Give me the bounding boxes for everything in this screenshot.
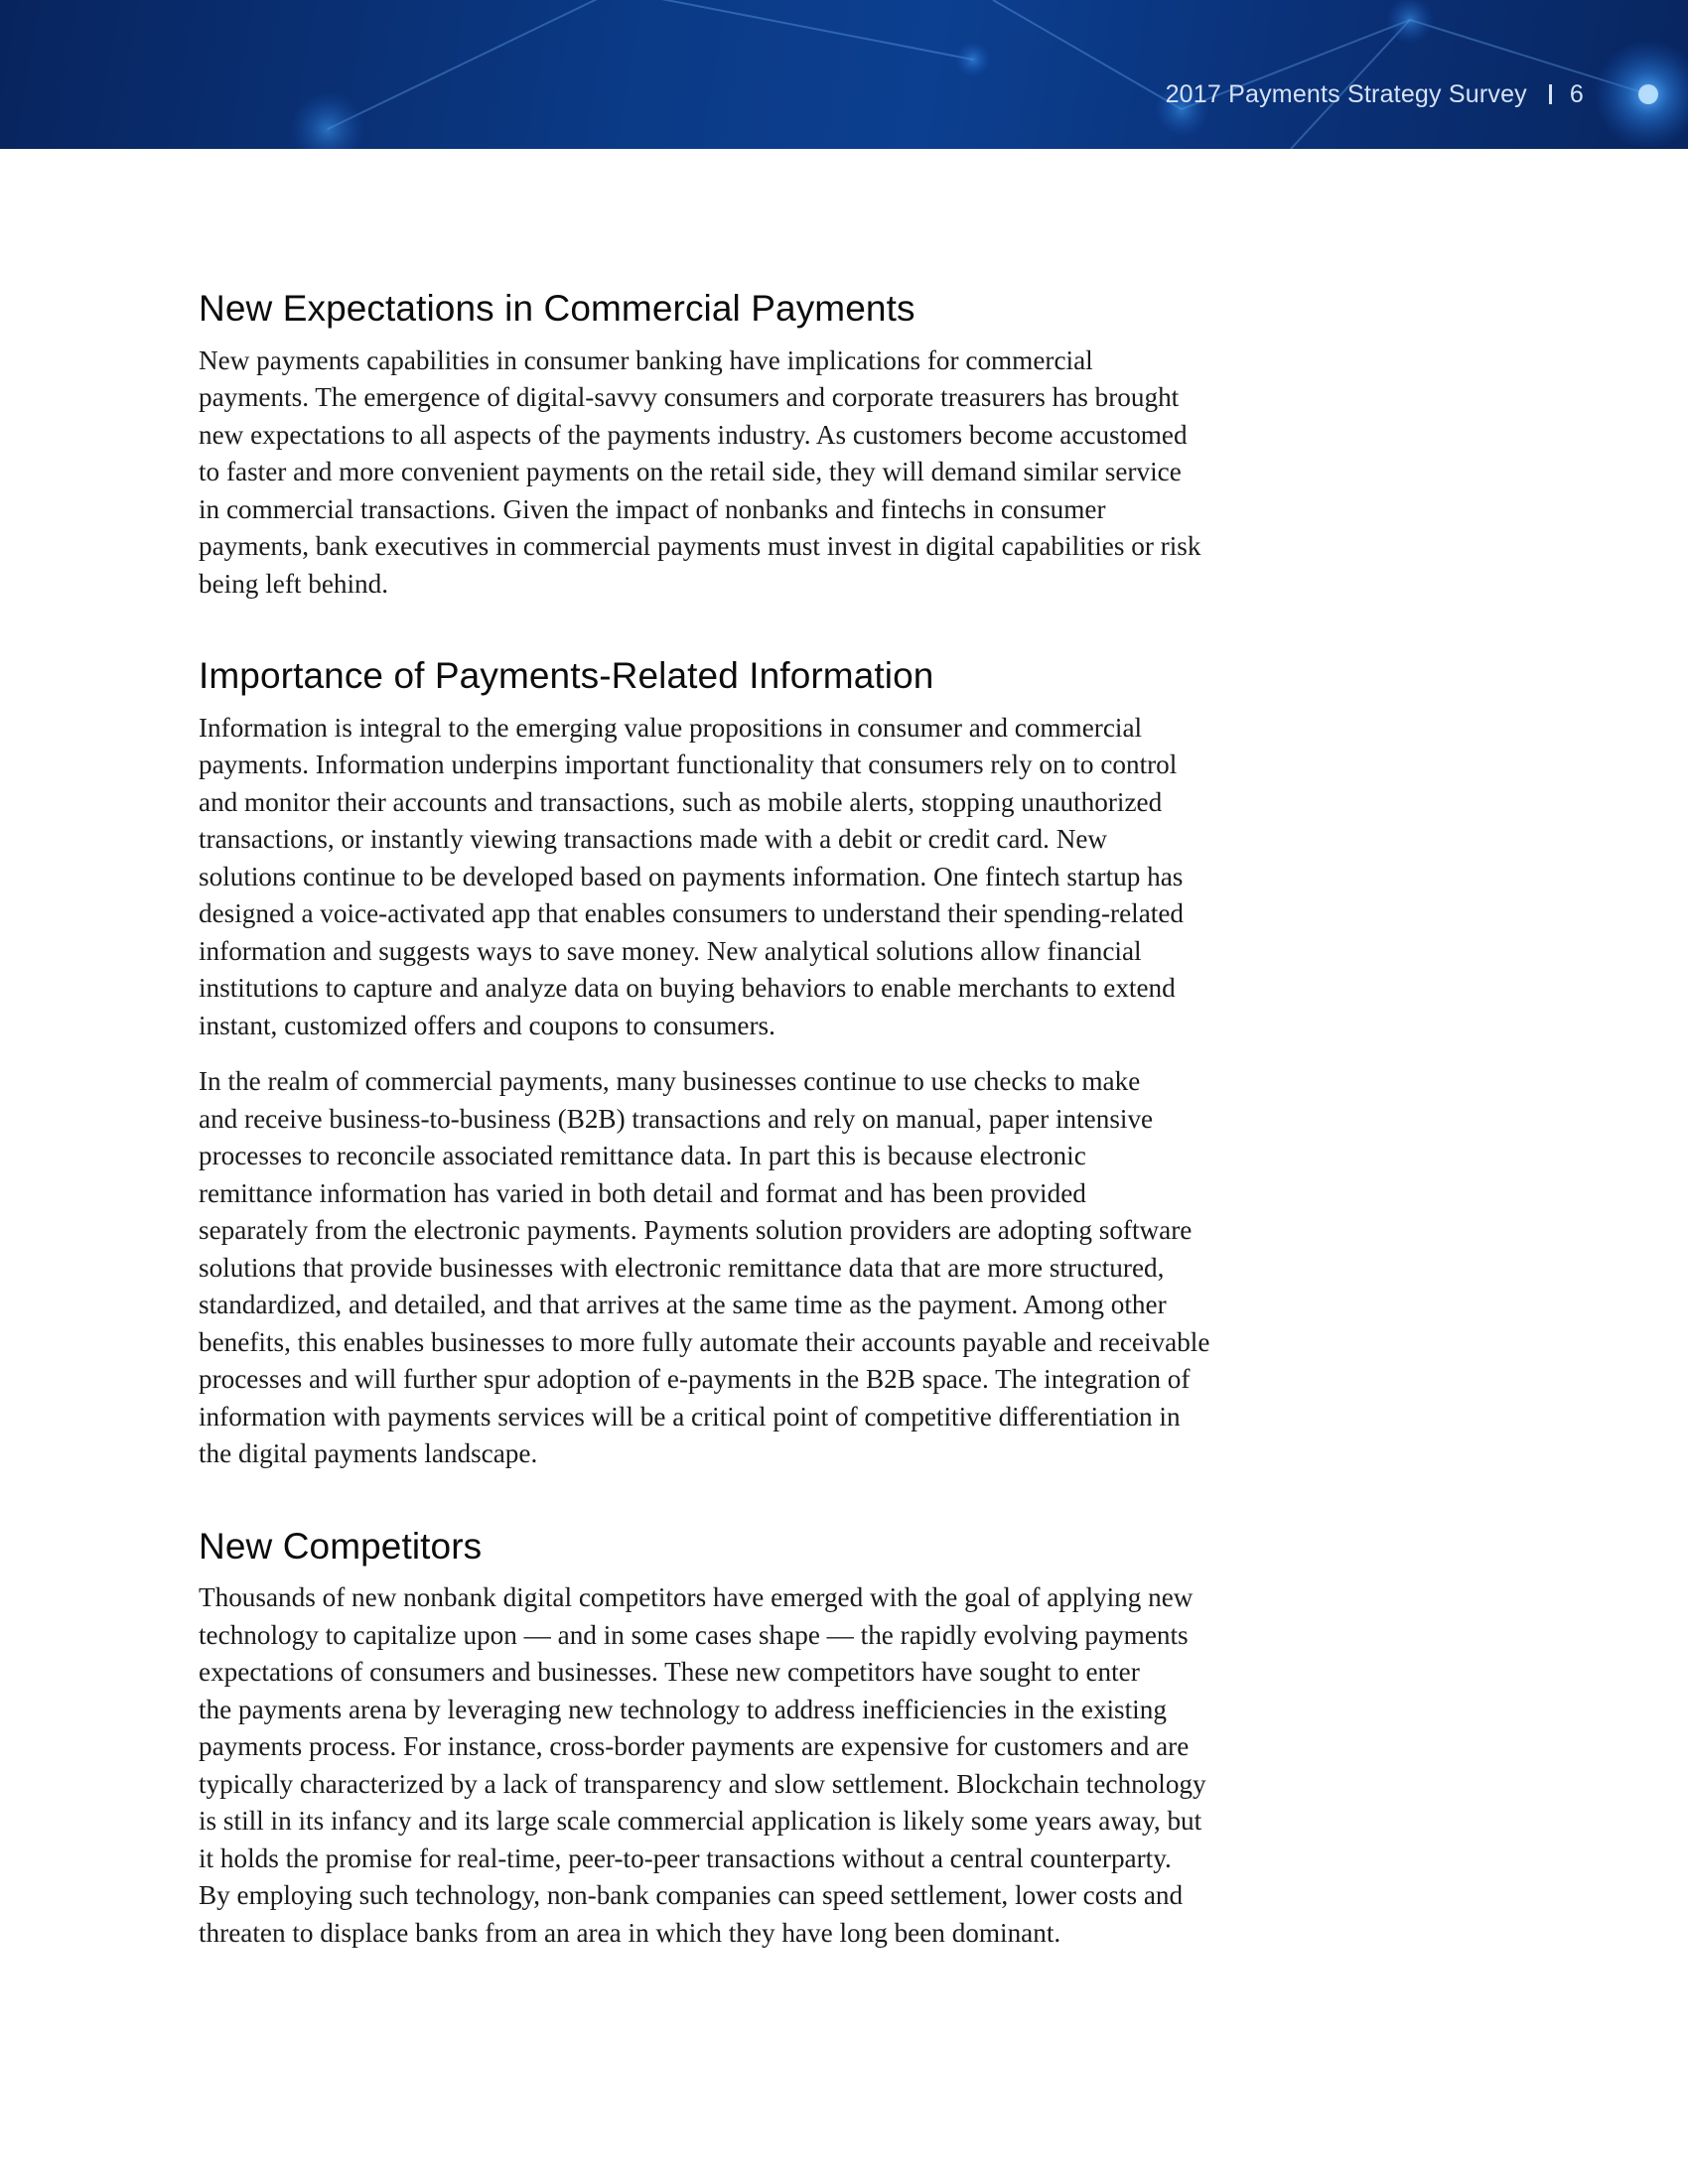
divider-bar — [1549, 84, 1552, 104]
section-heading: New Competitors — [199, 1525, 483, 1567]
running-header — [1166, 80, 1584, 109]
page-number: 6 — [1569, 80, 1584, 108]
report-title: 2017 Payments Strategy Survey — [1165, 80, 1527, 108]
section-payments-information — [199, 655, 1331, 1473]
section-new-expectations — [199, 288, 1331, 603]
network-graphic — [0, 0, 1688, 149]
section-heading: New Expectations in Commercial Payments — [199, 288, 915, 329]
section-heading: Importance of Payments-Related Information — [199, 655, 934, 697]
paragraph: In the realm of commercial payments, many businesses continue to use checks to make and receive business-to-business (B2B) transactions and rely on manual, paper intensive processes to reconcile associated remittance data. In part this is because electronic remittance information has varied in both detail and format and has been provided separately from the electronic payments. Payments solution providers are adopting software solutions that provide businesses with electronic remittance data that are more structured, standardized, and detailed, and that arrives at the same time as the payment. Among other benefits, this enables businesses to more fully automate their accounts payable and receivable processes and will further spur adoption of e-payments in the B2B space. The integration of information with payments services will be a critical point of competitive differentiation in the digital payments landscape. — [199, 1066, 1210, 1469]
paragraph: Information is integral to the emerging value propositions in consumer and commercial payments. Information underpins important functionality that consumers rely on to control and monitor their accounts and transactions, such as mobile alerts, stopping unauthorized transactions, or instantly viewing transactions made with a debit or credit card. New solutions continue to be developed based on payments information. One fintech startup has designed a voice-activated app that enables consumers to understand their spending-related information and suggests ways to save money. New analytical solutions allow financial institutions to capture and analyze data on buying behaviors to enable merchants to extend instant, customized offers and coupons to consumers. — [199, 712, 1184, 1040]
section-new-competitors — [199, 1526, 1331, 1953]
paragraph: New payments capabilities in consumer banking have implications for commercial payments. The emergence of digital-savvy consumers and corporate treasurers has brought new expectations to all aspects of the payments industry. As customers become accustomed to faster and more convenient payments on the retail side, they will demand similar service in commercial transactions. Given the impact of nonbanks and fintechs in consumer payments, bank executives in commercial payments must invest in digital capabilities or risk being left behind. — [199, 344, 1201, 599]
page-body — [199, 288, 1331, 2004]
paragraph: Thousands of new nonbank digital competitors have emerged with the goal of applying new technology to capitalize upon — and in some cases shape — the rapidly evolving payments expectations of consumers and businesses. These new competitors have sought to enter the payments arena by leveraging new technology to address inefficiencies in the existing payments process. For instance, cross-border payments are expensive for customers and are typically characterized by a lack of transparency and slow settlement. Blockchain technology is still in its infancy and its large scale commercial application is likely some years away, but it holds the promise for real-time, peer-to-peer transactions without a central counterparty. By employing such technology, non-bank companies can speed settlement, lower costs and threaten to displace banks from an area in which they have long been dominant. — [199, 1582, 1206, 1948]
header-banner — [0, 0, 1688, 149]
